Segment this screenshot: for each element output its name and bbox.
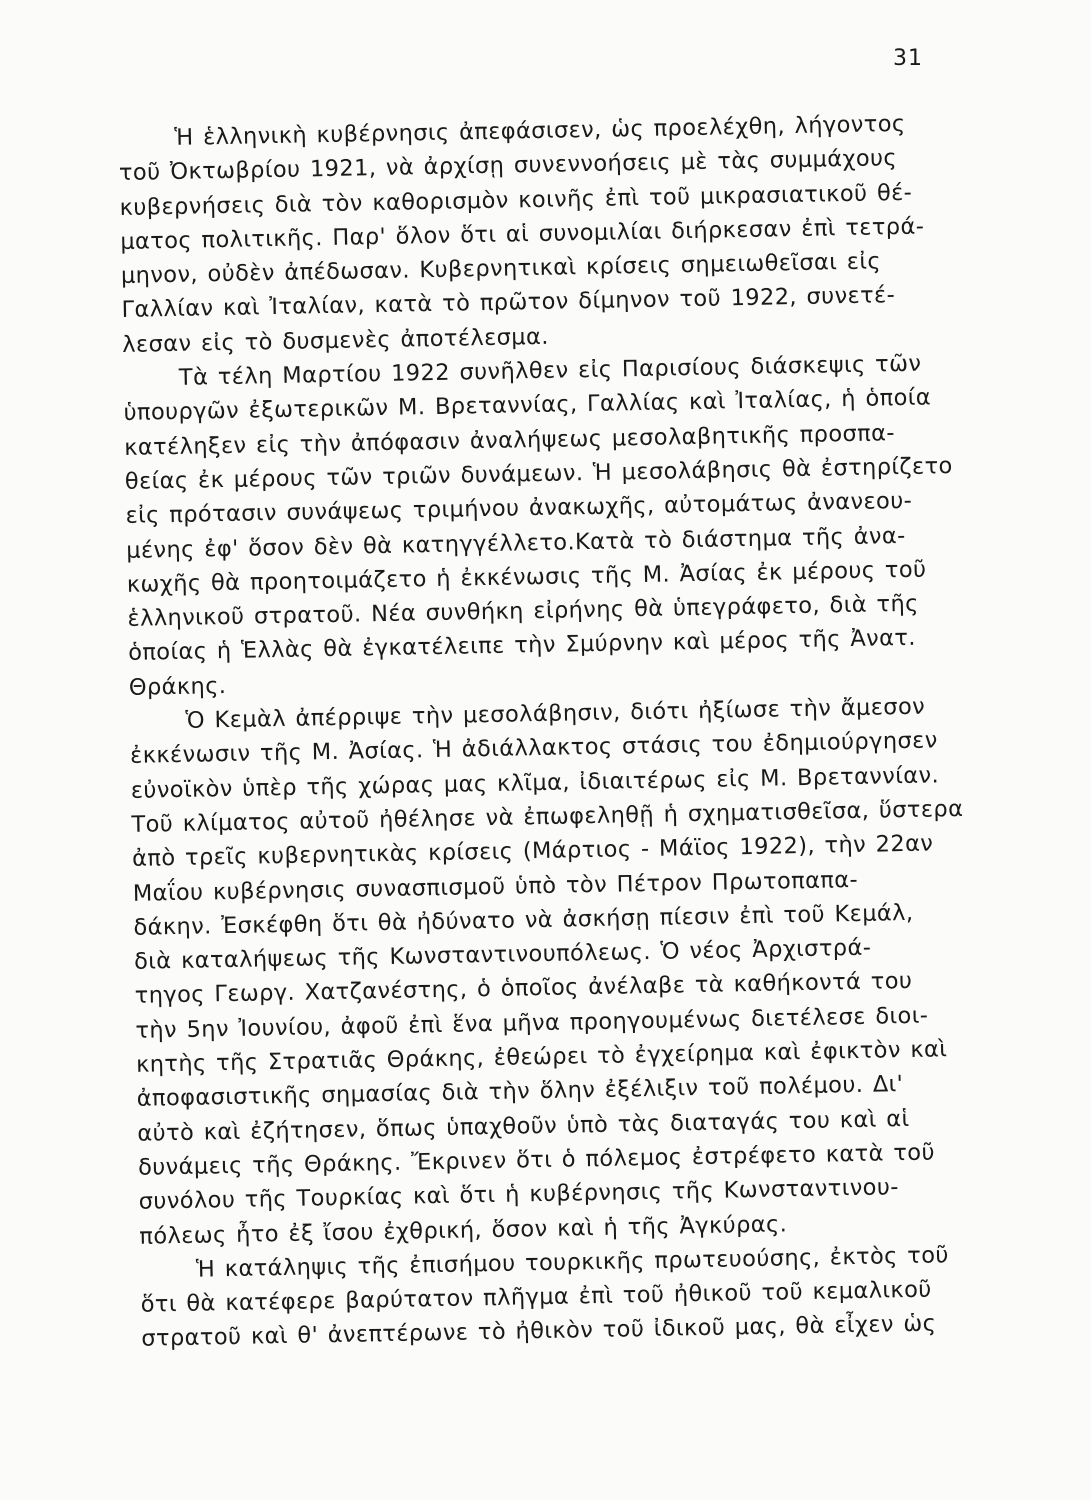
- text-line: Ἡ κατάληψις τῆς ἐπισήμου τουρκικῆς πρωτευούσης, ἐκτὸς τοῦ: [195, 1242, 950, 1283]
- text-line: Τὰ τέλη Μαρτίου 1922 συνῆλθεν εἰς Παρισίους διάσκεψις τῶν: [178, 350, 922, 391]
- text-line: τοῦ Ὀκτωβρίου 1921, νὰ ἀρχίσῃ συνεννοήσεις μὲ τὰς συμμάχους: [118, 145, 898, 187]
- text-line: συνόλου τῆς Τουρκίας καὶ ὅτι ἡ κυβέρνησις τῆς Κωνσταντινου-: [138, 1174, 900, 1216]
- text-line: Γαλλίαν καὶ Ἰταλίαν, κατὰ τὸ πρῶτον δίμηνον τοῦ 1922, συνετέ-: [121, 282, 896, 324]
- text-line: αὐτὸ καὶ ἐζήτησεν, ὅπως ὑπαχθοῦν ὑπὸ τὰς διαταγάς του καὶ αἱ: [137, 1105, 910, 1147]
- text-line: Ὁ Κεμὰλ ἀπέρριψε τὴν μεσολάβησιν, διότι ἠξίωσε τὴν ἄμεσον: [185, 693, 926, 734]
- text-line: ἑλληνικοῦ στρατοῦ. Νέα συνθήκη εἰρήνης θὰ ὑπεγράφετο, διὰ τῆς: [127, 590, 919, 633]
- text-line: Μαΐου κυβέρνησις συνασπισμοῦ ὑπὸ τὸν Πέτρον Πρωτοπαπα-: [132, 866, 859, 907]
- text-line: τηγος Γεωργ. Χατζανέστης, ὁ ὁποῖος ἀνέλαβε τὰ καθήκοντά του: [134, 968, 913, 1010]
- text-line: Ἡ ἑλληνικὴ κυβέρνησις ἀπεφάσισεν, ὡς προελέχθη, λήγοντος: [174, 110, 906, 151]
- text-line: ὅτι θὰ κατέφερε βαρύτατον πλῆγμα ἐπὶ τοῦ ἠθικοῦ τοῦ κεμαλικοῦ: [140, 1276, 932, 1318]
- text-line: μένης ἐφ' ὅσον δὲν θὰ κατηγγέλλετο.Κατὰ τὸ διάστημα τῆς ἀνα-: [125, 522, 906, 564]
- text-line: κυβερνήσεις διὰ τὸν καθορισμὸν κοινῆς ἐπὶ τοῦ μικρασιατικοῦ θέ-: [119, 179, 913, 221]
- text-line: λεσαν εἰς τὸ δυσμενὲς ἀποτέλεσμα.: [122, 323, 550, 358]
- text-line: κατέληξεν εἰς τὴν ἀπόφασιν ἀναλήψεως μεσολαβητικῆς προσπα-: [124, 419, 896, 461]
- text-line: στρατοῦ καὶ θ' ἀνεπτέρωνε τὸ ἠθικὸν τοῦ ἰδικοῦ μας, θὰ εἶχεν ὡς: [141, 1310, 937, 1353]
- text-line: μηνον, οὐδὲν ἀπέδωσαν. Κυβερνητικαὶ κρίσεις σημειωθεῖσαι εἰς: [120, 248, 882, 290]
- text-line: ὑπουργῶν ἐξωτερικῶν Μ. Βρεταννίας, Γαλλίας καὶ Ἰταλίας, ἡ ὁποία: [123, 384, 932, 427]
- text-line: θείας ἐκ μέρους τῶν τριῶν δυνάμεων. Ἡ μεσολάβησις θὰ ἐστηρίζετο: [124, 453, 953, 495]
- text-line: ἀποφασιστικῆς σημασίας διὰ τὴν ὅλην ἐξέλιξιν τοῦ πολέμου. Δι': [136, 1071, 904, 1113]
- text-line: Θράκης.: [128, 672, 227, 701]
- text-line: διὰ καταλήψεως τῆς Κωνσταντινουπόλεως. Ὁ νέος Ἀρχιστρά-: [133, 934, 872, 975]
- body-text: [118, 106, 980, 1357]
- text-line: Τοῦ κλίματος αὐτοῦ ἠθέλησε νὰ ἐπωφεληθῇ ἡ σχηματισθεῖσα, ὕστερα: [131, 795, 964, 838]
- text-line: ἐκκένωσιν τῆς Μ. Ἀσίας. Ἡ ἀδιάλλακτος στάσις του ἐδημιούργησεν: [129, 727, 938, 770]
- text-line: εἰς πρότασιν συνάψεως τριμήνου ἀνακωχῆς, αὐτομάτως ἀνανεου-: [125, 488, 913, 530]
- text-line: τὴν 5ην Ἰουνίου, ἀφοῦ ἐπὶ ἕνα μῆνα προηγουμένως διετέλεσε διοι-: [135, 1002, 929, 1044]
- page-number: 31: [893, 46, 923, 71]
- text-line: εὐνοϊκὸν ὑπὲρ τῆς χώρας μας κλῖμα, ἰδιαιτέρως εἰς Μ. Βρεταννίαν.: [130, 762, 940, 804]
- text-line: κητὴς τῆς Στρατιᾶς Θράκης, ἐθεώρει τὸ ἐγχείρημα καὶ ἐφικτὸν καὶ: [135, 1036, 948, 1078]
- text-line: δυνάμεις τῆς Θράκης. Ἔκρινεν ὅτι ὁ πόλεμος ἐστρέφετο κατὰ τοῦ: [137, 1139, 936, 1181]
- text-line: ματος πολιτικῆς. Παρ' ὅλον ὅτι αἱ συνομιλίαι διήρκεσαν ἐπὶ τετρά-: [120, 213, 925, 255]
- text-line: δάκην. Ἐσκέφθη ὅτι θὰ ἠδύνατο νὰ ἀσκήσῃ πίεσιν ἐπὶ τοῦ Κεμάλ,: [133, 899, 914, 941]
- text-line: ὁποίας ἡ Ἑλλὰς θὰ ἐγκατέλειπε τὴν Σμύρνην καὶ μέρος τῆς Ἀνατ.: [127, 625, 917, 667]
- text-line: ἀπὸ τρεῖς κυβερνητικὰς κρίσεις (Μάρτιος - Μάϊος 1922), τὴν 22αν: [131, 830, 934, 873]
- text-line: κωχῆς θὰ προητοιμάζετο ἡ ἐκκένωσις τῆς Μ. Ἀσίας ἐκ μέρους τοῦ: [126, 556, 927, 598]
- text-line: πόλεως ἦτο ἐξ ἴσου ἐχθρική, ὅσον καὶ ἡ τῆς Ἀγκύρας.: [139, 1210, 788, 1250]
